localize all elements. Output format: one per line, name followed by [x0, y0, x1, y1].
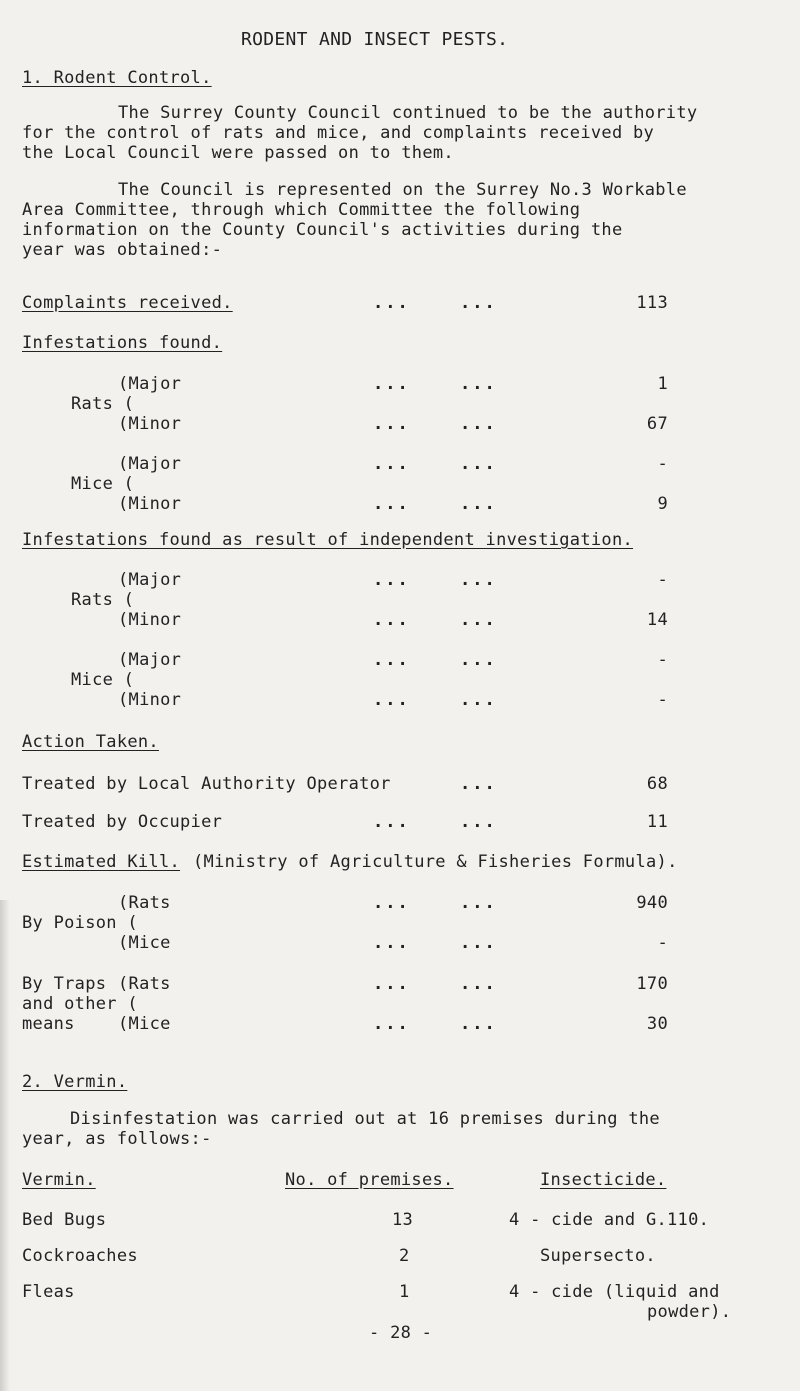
traps-rats-label: (Rats	[118, 974, 171, 994]
header-vermin: Vermin.	[22, 1170, 96, 1190]
mice-major-label: (Major	[118, 454, 182, 474]
dots: ...	[460, 293, 497, 313]
dots: ...	[373, 974, 410, 994]
ind-mice-major-label: (Major	[118, 650, 182, 670]
traps-mice-label: (Mice	[118, 1014, 171, 1034]
occupier-value: 11	[646, 812, 668, 832]
vermin-row-1-insecticide: 4 - cide and G.110.	[509, 1210, 710, 1230]
vermin-row-3-name: Fleas	[22, 1282, 75, 1302]
ind-rats-minor-label: (Minor	[118, 610, 182, 630]
dots: ...	[460, 494, 497, 514]
dots: ...	[460, 812, 497, 832]
dots: ...	[373, 690, 410, 710]
dots: ...	[373, 570, 410, 590]
ind-mice-label: Mice (	[71, 670, 135, 690]
kill-formula: (Ministry of Agriculture & Fisheries Formula).	[193, 852, 678, 872]
traps-mice-value: 30	[646, 1014, 668, 1034]
dots: ...	[373, 374, 410, 394]
dots: ...	[373, 454, 410, 474]
action-title: Action Taken.	[22, 732, 159, 752]
section1-title: 1. Rodent Control.	[22, 68, 212, 88]
para2-line1: The Council is represented on the Surrey No.3 Workable	[118, 180, 687, 200]
scan-shadow	[0, 900, 10, 1391]
dots: ...	[373, 610, 410, 630]
vermin-row-1-name: Bed Bugs	[22, 1210, 107, 1230]
para1-line1: The Surrey County Council continued to be the authority	[118, 103, 698, 123]
page-number: - 28 -	[369, 1323, 433, 1343]
dots: ...	[373, 893, 410, 913]
vermin-row-3-premises: 1	[399, 1282, 410, 1302]
dots: ...	[460, 974, 497, 994]
mice-major-value: -	[657, 454, 668, 474]
ind-rats-major-value: -	[657, 570, 668, 590]
dots: ...	[460, 690, 497, 710]
ind-rats-minor-value: 14	[646, 610, 668, 630]
vermin-row-3-insecticide: 4 - cide (liquid and	[509, 1282, 720, 1302]
dots: ...	[460, 893, 497, 913]
para2-line4: year was obtained:-	[22, 240, 223, 260]
section2-para-line2: year, as follows:-	[22, 1129, 212, 1149]
ind-mice-major-value: -	[657, 650, 668, 670]
dots: ...	[460, 1014, 497, 1034]
complaints-value: 113	[636, 293, 668, 313]
dots: ...	[460, 933, 497, 953]
kill-title: Estimated Kill.	[22, 852, 181, 872]
infestations-title: Infestations found.	[22, 333, 223, 353]
traps-label-2: and other (	[22, 994, 138, 1014]
traps-label-1: By Traps	[22, 974, 107, 994]
dots: ...	[373, 933, 410, 953]
para2-line3: information on the County Council's activities during the	[22, 220, 623, 240]
ind-mice-minor-value: -	[657, 690, 668, 710]
rats-label: Rats (	[71, 394, 135, 414]
dots: ...	[373, 812, 410, 832]
traps-label-3: means	[22, 1014, 75, 1034]
vermin-row-2-premises: 2	[399, 1246, 410, 1266]
poison-mice-value: -	[657, 933, 668, 953]
dots: ...	[460, 774, 497, 794]
mice-minor-value: 9	[657, 494, 668, 514]
section2-title: 2. Vermin.	[22, 1072, 128, 1092]
rats-major-value: 1	[657, 374, 668, 394]
header-insecticide: Insecticide.	[540, 1170, 667, 1190]
ind-rats-major-label: (Major	[118, 570, 182, 590]
page-heading: RODENT AND INSECT PESTS.	[241, 29, 509, 50]
dots: ...	[460, 650, 497, 670]
mice-minor-label: (Minor	[118, 494, 182, 514]
poison-rats-label: (Rats	[118, 893, 171, 913]
dots: ...	[460, 374, 497, 394]
dots: ...	[460, 570, 497, 590]
poison-mice-label: (Mice	[118, 933, 171, 953]
complaints-label: Complaints received.	[22, 293, 233, 313]
local-operator-value: 68	[646, 774, 668, 794]
vermin-row-3-insecticide-cont: powder).	[647, 1302, 732, 1322]
ind-mice-minor-label: (Minor	[118, 690, 182, 710]
dots: ...	[460, 454, 497, 474]
para1-line3: the Local Council were passed on to them.	[22, 143, 454, 163]
dots: ...	[460, 610, 497, 630]
dots: ...	[373, 293, 410, 313]
independent-title: Infestations found as result of independent investigation.	[22, 530, 634, 550]
rats-major-label: (Major	[118, 374, 182, 394]
local-operator-label: Treated by Local Authority Operator	[22, 774, 391, 794]
occupier-label: Treated by Occupier	[22, 812, 223, 832]
dots: ...	[373, 494, 410, 514]
para2-line2: Area Committee, through which Committee the following	[22, 200, 581, 220]
vermin-row-2-name: Cockroaches	[22, 1246, 138, 1266]
dots: ...	[373, 650, 410, 670]
header-premises: No. of premises.	[285, 1170, 454, 1190]
rats-minor-label: (Minor	[118, 414, 182, 434]
para1-line2: for the control of rats and mice, and complaints received by	[22, 123, 655, 143]
ind-rats-label: Rats (	[71, 590, 135, 610]
traps-rats-value: 170	[636, 974, 668, 994]
vermin-row-1-premises: 13	[392, 1210, 414, 1230]
mice-label: Mice (	[71, 474, 135, 494]
dots: ...	[373, 1014, 410, 1034]
section2-para-line1: Disinfestation was carried out at 16 premises during the	[70, 1109, 660, 1129]
dots: ...	[373, 414, 410, 434]
poison-label: By Poison (	[22, 913, 138, 933]
rats-minor-value: 67	[646, 414, 668, 434]
dots: ...	[460, 414, 497, 434]
poison-rats-value: 940	[636, 893, 668, 913]
vermin-row-2-insecticide: Supersecto.	[540, 1246, 656, 1266]
